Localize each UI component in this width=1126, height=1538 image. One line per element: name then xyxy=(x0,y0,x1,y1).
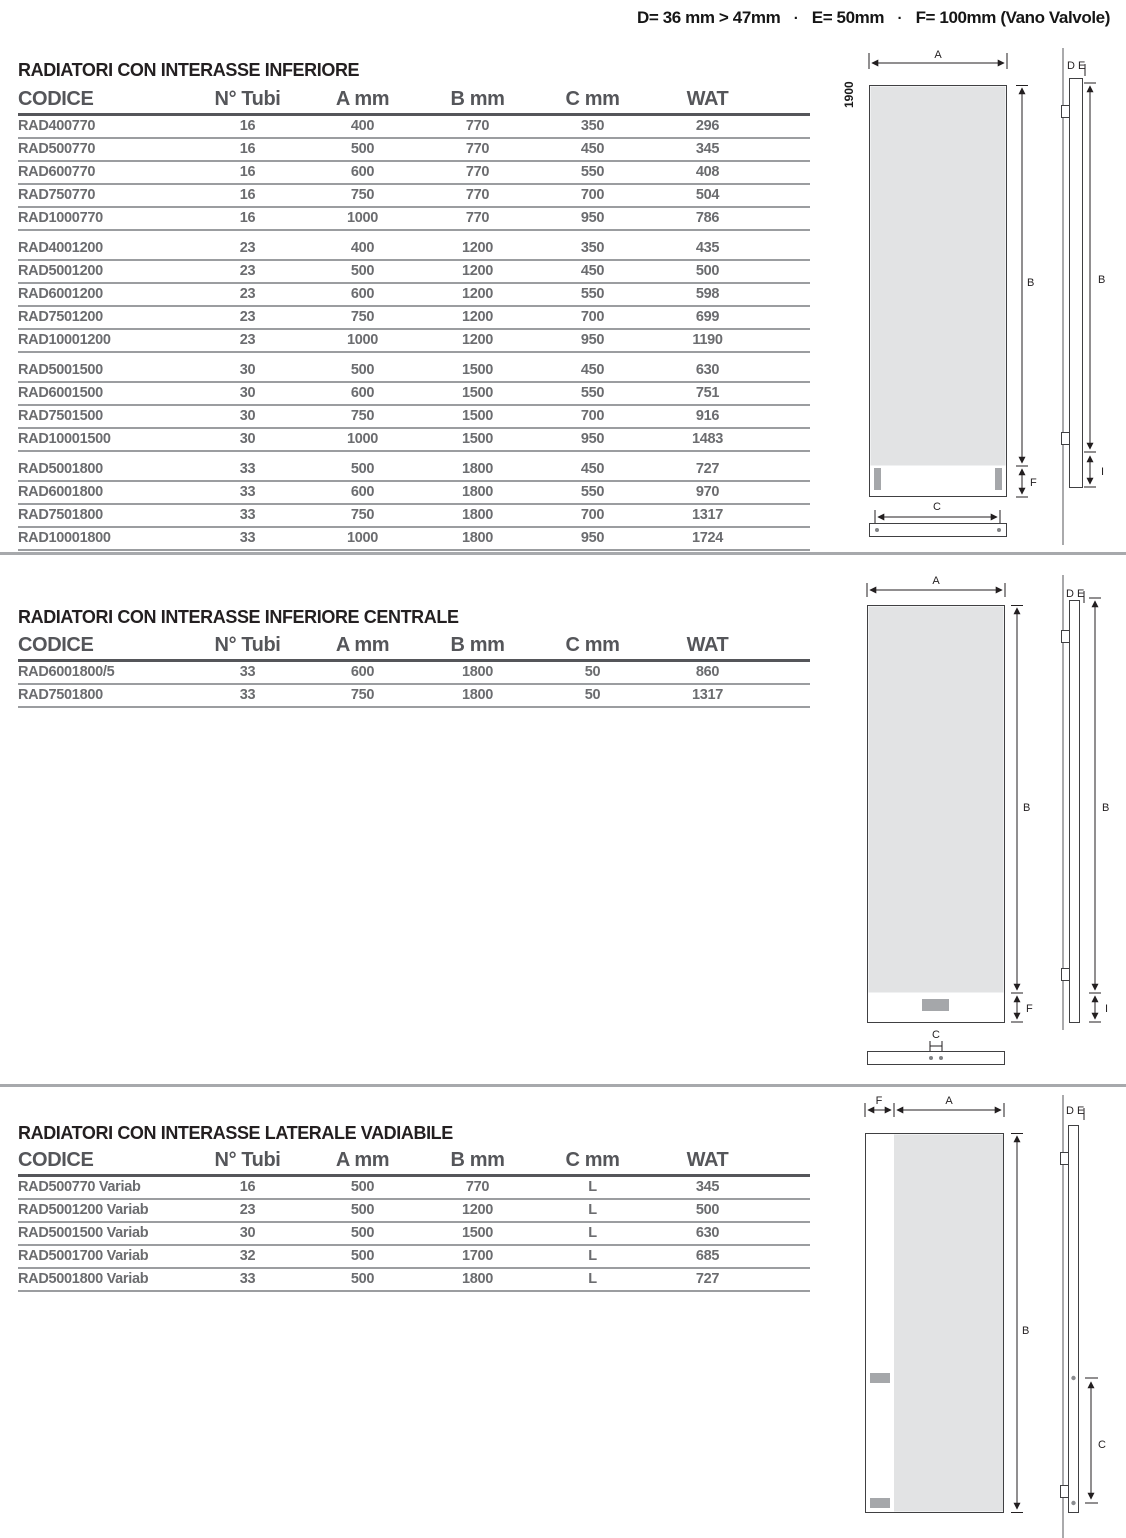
table-row xyxy=(18,238,810,261)
cell-codice: RAD10001500 xyxy=(18,431,111,447)
cell-value: 500 xyxy=(695,263,720,279)
table-row xyxy=(18,360,810,383)
cell-value: 1500 xyxy=(461,385,494,401)
cell-value: 1800 xyxy=(461,530,494,546)
table-body xyxy=(18,116,810,551)
cell-value: 685 xyxy=(695,1248,720,1264)
dim-label-b-side: B xyxy=(1102,802,1110,814)
cell-value: 550 xyxy=(580,484,605,500)
cell-codice: RAD5001800 Variab xyxy=(18,1271,149,1287)
dim-label-f: F xyxy=(875,1095,883,1107)
row-group xyxy=(18,459,810,551)
cell-value: 750 xyxy=(350,309,375,325)
dim-label-a: A xyxy=(934,49,942,61)
cell-value: 16 xyxy=(239,210,256,226)
cell-value: L xyxy=(588,1271,597,1287)
cell-value: 770 xyxy=(465,141,490,157)
cell-value: 500 xyxy=(350,263,375,279)
cell-value: 16 xyxy=(239,118,256,134)
dim-label-d: D xyxy=(1067,60,1075,72)
cell-value: 1500 xyxy=(461,362,494,378)
cell-value: 770 xyxy=(465,187,490,203)
cell-value: 786 xyxy=(695,210,720,226)
cell-codice: RAD5001700 Variab xyxy=(18,1248,149,1264)
dim-label-b: B xyxy=(1027,277,1035,289)
cell-value: 500 xyxy=(350,1202,375,1218)
cell-value: 500 xyxy=(350,141,375,157)
cell-codice: RAD750770 xyxy=(18,187,96,203)
cell-value: 550 xyxy=(580,164,605,180)
cell-value: 23 xyxy=(239,263,256,279)
table-header-row xyxy=(18,634,810,662)
cell-value: 1700 xyxy=(461,1248,494,1264)
cell-codice: RAD500770 Variab xyxy=(18,1179,141,1195)
cell-value: 500 xyxy=(350,1179,375,1195)
cell-value: 33 xyxy=(239,664,256,680)
table-row xyxy=(18,307,810,330)
table-row xyxy=(18,383,810,406)
cell-value: 450 xyxy=(580,141,605,157)
valve-port-left xyxy=(874,468,881,490)
table-body xyxy=(18,1177,810,1292)
connection-point-lower xyxy=(1071,1501,1075,1505)
cell-value: 600 xyxy=(350,484,375,500)
cell-codice: RAD4001200 xyxy=(18,240,103,256)
col-header-codice: CODICE xyxy=(18,1149,94,1171)
col-header-b: B mm xyxy=(450,1149,505,1171)
bullet-separator: · xyxy=(793,9,799,27)
front-view xyxy=(865,1095,1029,1513)
dim-label-b: B xyxy=(1022,1325,1030,1337)
col-header-codice: CODICE xyxy=(18,88,94,110)
cell-value: 500 xyxy=(695,1202,720,1218)
cell-value: 1317 xyxy=(691,507,724,523)
mount-bracket xyxy=(1062,106,1070,118)
table-row xyxy=(18,482,810,505)
cell-value: 400 xyxy=(350,240,375,256)
cell-value: 1800 xyxy=(461,1271,494,1287)
cell-value: 33 xyxy=(239,687,256,703)
cell-codice: RAD400770 xyxy=(18,118,96,134)
table-row xyxy=(18,459,810,482)
cell-value: 350 xyxy=(580,240,605,256)
table-row xyxy=(18,284,810,307)
cell-codice: RAD5001500 Variab xyxy=(18,1225,149,1241)
cell-codice: RAD7501800 xyxy=(18,507,103,523)
cell-codice: RAD5001200 Variab xyxy=(18,1202,149,1218)
cell-value: 33 xyxy=(239,484,256,500)
bottom-bracket-bar xyxy=(870,524,1007,537)
cell-value: 1200 xyxy=(461,1202,494,1218)
cell-value: 33 xyxy=(239,1271,256,1287)
cell-value: 23 xyxy=(239,286,256,302)
table-interasse-inferiore xyxy=(18,88,810,551)
table-row xyxy=(18,505,810,528)
cell-value: 30 xyxy=(239,1225,256,1241)
table-row xyxy=(18,685,810,708)
cell-value: 23 xyxy=(239,1202,256,1218)
table-header-row xyxy=(18,88,810,116)
cell-value: 700 xyxy=(580,309,605,325)
cell-value: 700 xyxy=(580,408,605,424)
cell-value: 700 xyxy=(580,187,605,203)
cell-value: 770 xyxy=(465,164,490,180)
cell-value: 1500 xyxy=(461,1225,494,1241)
cell-value: 600 xyxy=(350,164,375,180)
row-group xyxy=(18,662,810,708)
cell-value: 33 xyxy=(239,530,256,546)
row-group xyxy=(18,116,810,231)
col-header-wat: WAT xyxy=(686,1149,729,1171)
cell-value: 770 xyxy=(465,118,490,134)
section-title-laterale-variabile: RADIATORI CON INTERASSE LATERALE VADIABILE xyxy=(18,1123,453,1143)
cell-value: L xyxy=(588,1225,597,1241)
col-header-wat: WAT xyxy=(686,88,729,110)
dim-label-a: A xyxy=(932,575,940,587)
cell-value: 30 xyxy=(239,431,256,447)
cell-value: 1000 xyxy=(346,431,379,447)
table-row xyxy=(18,330,810,353)
side-view xyxy=(1062,48,1106,545)
table-header-row xyxy=(18,1149,810,1177)
cell-value: 699 xyxy=(695,309,720,325)
cell-codice: RAD5001800 xyxy=(18,461,103,477)
cell-value: 450 xyxy=(580,362,605,378)
cell-value: 500 xyxy=(350,1248,375,1264)
section-divider xyxy=(0,1084,1126,1087)
col-header-c: C mm xyxy=(565,1149,620,1171)
dim-label-i: I xyxy=(1105,1003,1109,1015)
mount-bracket xyxy=(1061,1486,1069,1498)
dim-label-i: I xyxy=(1101,466,1105,478)
cell-value: L xyxy=(588,1179,597,1195)
valve-port-upper xyxy=(870,1373,890,1383)
radiator-diagram-lateral-connection xyxy=(845,1090,1126,1538)
dim-label-c: C xyxy=(932,1029,940,1041)
cell-value: 345 xyxy=(695,141,720,157)
row-group xyxy=(18,238,810,353)
dim-label-f: F xyxy=(1026,1003,1033,1015)
cell-codice: RAD10001800 xyxy=(18,530,111,546)
cell-value: 1800 xyxy=(461,461,494,477)
dimensions-note xyxy=(637,8,1110,28)
dim-label-e: E xyxy=(1078,60,1086,72)
cell-value: 16 xyxy=(239,187,256,203)
cell-value: 751 xyxy=(695,385,720,401)
cell-value: L xyxy=(588,1248,597,1264)
bottom-bracket-bar xyxy=(868,1052,1005,1065)
radiator-profile xyxy=(1070,79,1083,488)
cell-value: 1800 xyxy=(461,687,494,703)
col-header-tubi: N° Tubi xyxy=(214,1149,281,1171)
cell-value: 1317 xyxy=(691,687,724,703)
dim-label-e: E xyxy=(1077,588,1085,600)
col-header-tubi: N° Tubi xyxy=(214,634,281,656)
cell-value: 916 xyxy=(695,408,720,424)
mount-bracket xyxy=(1062,631,1070,643)
cell-value: 435 xyxy=(695,240,720,256)
cell-value: 950 xyxy=(580,210,605,226)
cell-codice: RAD6001200 xyxy=(18,286,103,302)
dim-label-d: D xyxy=(1066,1105,1074,1117)
cell-value: 950 xyxy=(580,530,605,546)
table-row xyxy=(18,185,810,208)
radiator-profile xyxy=(1070,601,1080,1023)
table-row xyxy=(18,139,810,162)
table-inferiore-centrale xyxy=(18,634,810,708)
dim-label-1900: 1900 xyxy=(842,81,856,108)
cell-value: 1500 xyxy=(461,431,494,447)
table-row xyxy=(18,429,810,452)
dim-label-f: F xyxy=(1030,477,1037,489)
cell-value: 350 xyxy=(580,118,605,134)
cell-value: 450 xyxy=(580,263,605,279)
mount-bracket xyxy=(1061,1153,1069,1165)
cell-value: 500 xyxy=(350,362,375,378)
radiator-diagram-bottom-connection xyxy=(830,40,1126,552)
radiator-body xyxy=(869,607,1004,993)
cell-value: 30 xyxy=(239,408,256,424)
cell-value: 1200 xyxy=(461,309,494,325)
side-view xyxy=(1061,1095,1107,1538)
table-row xyxy=(18,261,810,284)
cell-value: 550 xyxy=(580,286,605,302)
table-row xyxy=(18,1200,810,1223)
col-header-c: C mm xyxy=(565,634,620,656)
cell-value: 1724 xyxy=(691,530,724,546)
cell-codice: RAD6001800 xyxy=(18,484,103,500)
side-view xyxy=(1062,575,1110,1030)
cell-codice: RAD7501200 xyxy=(18,309,103,325)
cell-value: 33 xyxy=(239,507,256,523)
table-row xyxy=(18,1246,810,1269)
cell-codice: RAD6001800/5 xyxy=(18,664,115,680)
valve-port-right xyxy=(995,468,1002,490)
cell-value: 32 xyxy=(239,1248,256,1264)
cell-value: 600 xyxy=(350,286,375,302)
cell-value: 1800 xyxy=(461,507,494,523)
cell-codice: RAD5001500 xyxy=(18,362,103,378)
cell-value: 970 xyxy=(695,484,720,500)
cell-value: 750 xyxy=(350,187,375,203)
cell-value: 450 xyxy=(580,461,605,477)
table-row xyxy=(18,208,810,231)
cell-codice: RAD6001500 xyxy=(18,385,103,401)
cell-value: 30 xyxy=(239,362,256,378)
radiator-profile xyxy=(1069,1126,1079,1513)
cell-value: 550 xyxy=(580,385,605,401)
col-header-a: A mm xyxy=(335,634,390,656)
cell-value: L xyxy=(588,1202,597,1218)
cell-value: 630 xyxy=(695,1225,720,1241)
section-title-interasse-inferiore: RADIATORI CON INTERASSE INFERIORE xyxy=(18,60,360,80)
cell-codice: RAD5001200 xyxy=(18,263,103,279)
table-row xyxy=(18,528,810,551)
row-group xyxy=(18,1177,810,1292)
table-row xyxy=(18,116,810,139)
connection-point-upper xyxy=(1071,1376,1075,1380)
cell-codice: RAD1000770 xyxy=(18,210,103,226)
dim-f-note: F= 100mm (Vano Valvole) xyxy=(915,8,1110,27)
cell-codice: RAD500770 xyxy=(18,141,96,157)
cell-value: 598 xyxy=(695,286,720,302)
table-row xyxy=(18,662,810,685)
radiator-diagram-central-connection xyxy=(845,570,1126,1070)
cell-value: 30 xyxy=(239,385,256,401)
cell-codice: RAD7501500 xyxy=(18,408,103,424)
cell-value: 23 xyxy=(239,309,256,325)
dim-label-a: A xyxy=(945,1095,953,1107)
front-view xyxy=(842,49,1037,537)
cell-codice: RAD600770 xyxy=(18,164,96,180)
table-body xyxy=(18,662,810,708)
cell-value: 600 xyxy=(350,664,375,680)
dim-d-note: D= 36 mm > 47mm xyxy=(637,8,781,27)
col-header-a: A mm xyxy=(335,88,390,110)
cell-value: 1500 xyxy=(461,408,494,424)
cell-value: 500 xyxy=(350,461,375,477)
cell-value: 727 xyxy=(695,461,720,477)
cell-value: 1000 xyxy=(346,332,379,348)
dim-label-b-side: B xyxy=(1098,274,1106,286)
cell-value: 1200 xyxy=(461,263,494,279)
cell-value: 33 xyxy=(239,461,256,477)
cell-value: 1483 xyxy=(691,431,724,447)
table-row xyxy=(18,406,810,429)
dim-label-c: C xyxy=(933,501,941,513)
dim-label-b: B xyxy=(1023,802,1031,814)
table-row xyxy=(18,1177,810,1200)
radiator-body xyxy=(894,1135,1003,1512)
cell-value: 1200 xyxy=(461,240,494,256)
cell-value: 345 xyxy=(695,1179,720,1195)
col-header-b: B mm xyxy=(450,634,505,656)
valve-port-lower xyxy=(870,1498,890,1508)
cell-value: 400 xyxy=(350,118,375,134)
cell-value: 500 xyxy=(350,1271,375,1287)
dim-label-e: E xyxy=(1077,1105,1085,1117)
section-title-inferiore-centrale: RADIATORI CON INTERASSE INFERIORE CENTRALE xyxy=(18,607,459,627)
table-row xyxy=(18,162,810,185)
dim-e-note: E= 50mm xyxy=(811,8,885,27)
radiator-body xyxy=(871,87,1006,466)
valve-port-central xyxy=(922,999,949,1011)
col-header-b: B mm xyxy=(450,88,505,110)
cell-value: 1190 xyxy=(692,332,723,348)
cell-value: 23 xyxy=(239,240,256,256)
cell-value: 950 xyxy=(580,431,605,447)
cell-value: 296 xyxy=(695,118,720,134)
cell-codice: RAD10001200 xyxy=(18,332,111,348)
cell-value: 700 xyxy=(580,507,605,523)
table-row xyxy=(18,1223,810,1246)
cell-value: 727 xyxy=(695,1271,720,1287)
front-view xyxy=(867,575,1033,1065)
cell-value: 750 xyxy=(350,408,375,424)
cell-value: 860 xyxy=(695,664,720,680)
cell-value: 16 xyxy=(239,164,256,180)
cell-value: 500 xyxy=(350,1225,375,1241)
mount-bracket xyxy=(1062,969,1070,981)
cell-value: 1200 xyxy=(461,286,494,302)
cell-value: 750 xyxy=(350,507,375,523)
cell-value: 630 xyxy=(695,362,720,378)
col-header-tubi: N° Tubi xyxy=(214,88,281,110)
bullet-separator: · xyxy=(897,9,903,27)
col-header-codice: CODICE xyxy=(18,634,94,656)
dim-label-c-side: C xyxy=(1098,1439,1106,1451)
cell-value: 950 xyxy=(580,332,605,348)
cell-value: 1800 xyxy=(461,484,494,500)
cell-value: 16 xyxy=(239,1179,256,1195)
cell-value: 770 xyxy=(465,210,490,226)
cell-value: 1000 xyxy=(346,530,379,546)
cell-value: 750 xyxy=(350,687,375,703)
cell-value: 600 xyxy=(350,385,375,401)
cell-value: 50 xyxy=(584,664,601,680)
cell-codice: RAD7501800 xyxy=(18,687,103,703)
cell-value: 1000 xyxy=(346,210,379,226)
section-divider xyxy=(0,552,1126,555)
col-header-a: A mm xyxy=(335,1149,390,1171)
cell-value: 16 xyxy=(239,141,256,157)
table-row xyxy=(18,1269,810,1292)
mount-bracket xyxy=(1062,433,1070,445)
col-header-c: C mm xyxy=(565,88,620,110)
table-laterale-variabile xyxy=(18,1149,810,1292)
row-group xyxy=(18,360,810,452)
col-header-wat: WAT xyxy=(686,634,729,656)
cell-value: 23 xyxy=(239,332,256,348)
cell-value: 770 xyxy=(465,1179,490,1195)
cell-value: 50 xyxy=(584,687,601,703)
cell-value: 504 xyxy=(695,187,720,203)
cell-value: 408 xyxy=(695,164,720,180)
cell-value: 1200 xyxy=(461,332,494,348)
dim-label-d: D xyxy=(1066,588,1074,600)
cell-value: 1800 xyxy=(461,664,494,680)
